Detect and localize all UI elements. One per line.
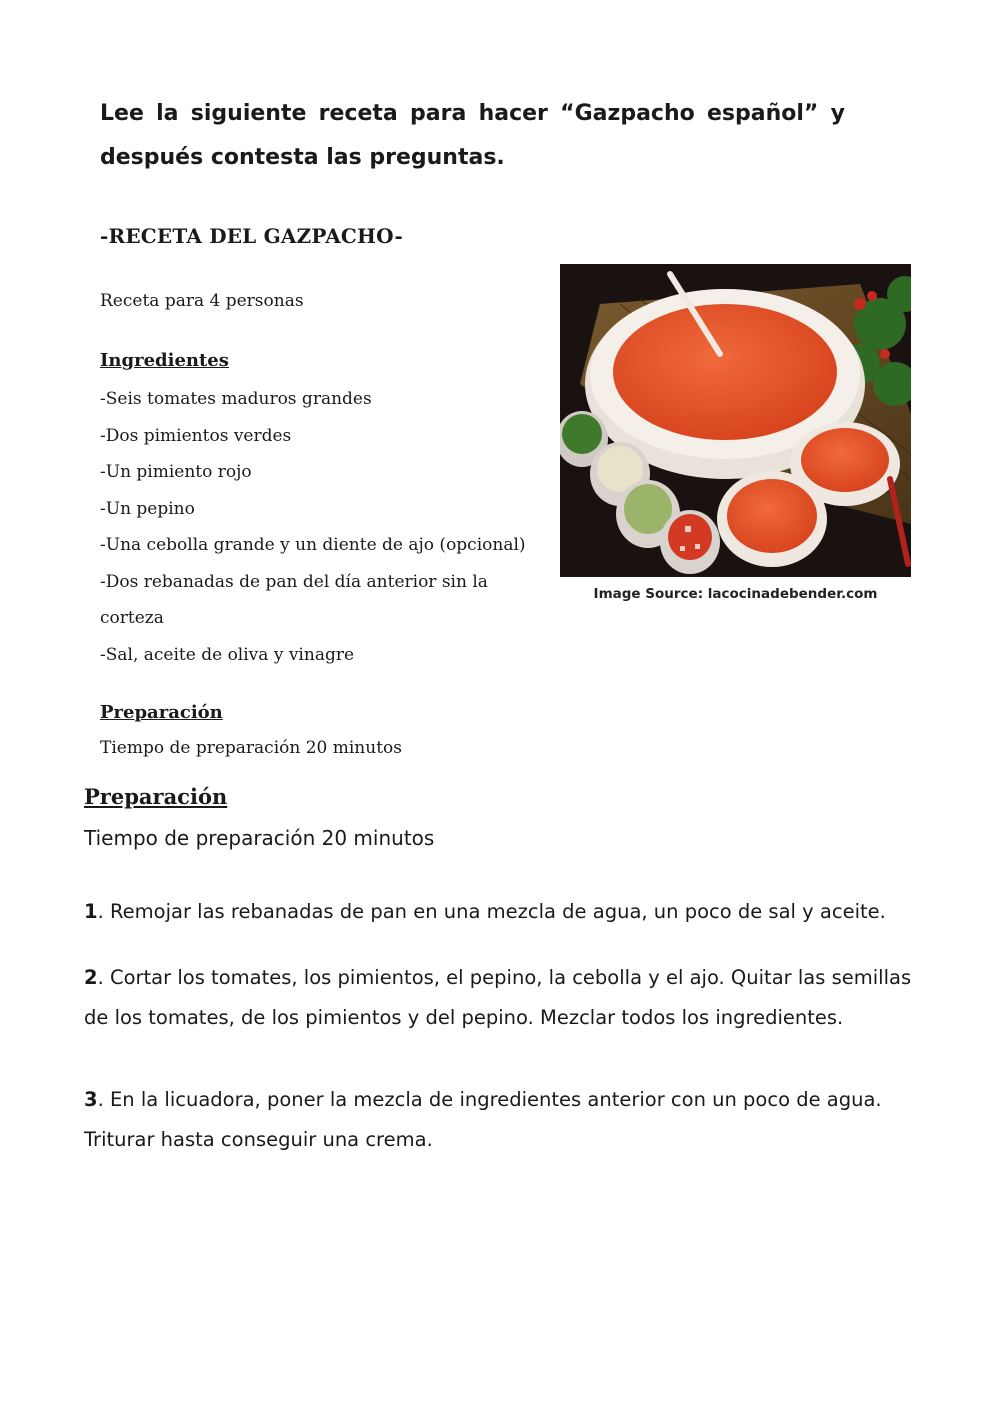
ingredient-item: -Un pimiento rojo [100, 462, 252, 482]
step-number: 2 [84, 966, 98, 989]
ingredients-heading: Ingredientes [100, 350, 229, 371]
preparation-heading: Preparación [84, 784, 228, 809]
ingredient-item: corteza [100, 608, 164, 628]
ingredient-item: -Seis tomates maduros grandes [100, 389, 372, 409]
step-text: . Cortar los tomates, los pimientos, el pepino, la cebolla y el ajo. Quitar las semillas de los tomates, de los pimientos y del pepino. Mezclar todos los ingredientes. [84, 966, 912, 1029]
ingredient-item: -Una cebolla grande y un diente de ajo (opcional) [100, 535, 526, 555]
preparation-time-small: Tiempo de preparación 20 minutos [100, 738, 402, 758]
ingredient-item: -Dos rebanadas de pan del día anterior sin la [100, 571, 488, 592]
preparation-time: Tiempo de preparación 20 minutos [84, 826, 435, 850]
gazpacho-photo [560, 264, 911, 577]
preparation-heading-small: Preparación [100, 702, 223, 723]
ingredient-item: -Sal, aceite de oliva y vinagre [100, 644, 355, 665]
step-text: . Remojar las rebanadas de pan en una mezcla de agua, un poco de sal y aceite. [97, 900, 886, 923]
ingredient-item: -Dos pimientos verdes [100, 425, 292, 446]
step-number: 1 [84, 900, 98, 923]
image-source-caption: Image Source: lacocinadebender.com [593, 586, 878, 602]
recipe-title: -RECETA DEL GAZPACHO- [100, 224, 403, 248]
intro-instructions: Lee la siguiente receta para hacer “Gazpacho español” y después contesta las preguntas. [100, 101, 845, 170]
step-number: 3 [84, 1088, 98, 1111]
ingredients-list [100, 381, 540, 673]
step-item [84, 1080, 924, 1160]
step-item [84, 958, 924, 1038]
step-item [84, 892, 924, 932]
ingredient-item: -Un pepino [100, 498, 195, 519]
servings-text: Receta para 4 personas [100, 291, 304, 311]
step-text: . En la licuadora, poner la mezcla de ingredientes anterior con un poco de agua. Triturar hasta conseguir una crema. [84, 1088, 882, 1151]
